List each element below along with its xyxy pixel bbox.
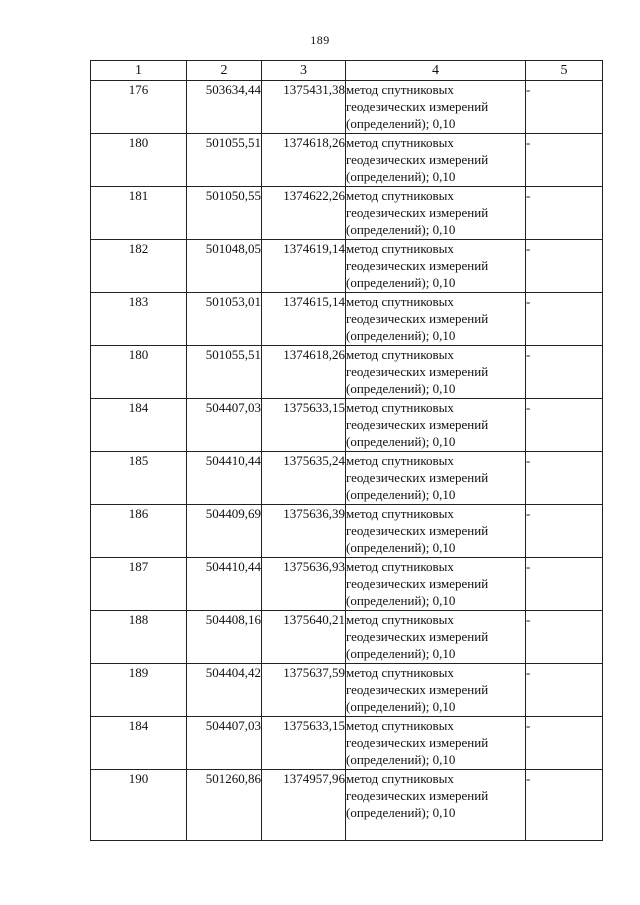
- table-row: [91, 770, 603, 841]
- y-coordinate-cell: 1375633,15: [262, 717, 346, 770]
- method-line: геодезических измерений: [346, 417, 489, 432]
- column-header: 3: [262, 61, 346, 81]
- x-coordinate-cell: 504409,69: [187, 505, 262, 558]
- y-coordinate-cell: 1374618,26: [262, 346, 346, 399]
- table-row: [91, 452, 603, 505]
- table-row: [91, 664, 603, 717]
- column-header: 1: [91, 61, 187, 81]
- table-row: [91, 293, 603, 346]
- method-line: геодезических измерений: [346, 364, 489, 379]
- table-row: [91, 346, 603, 399]
- method-line: геодезических измерений: [346, 152, 489, 167]
- note-cell: -: [526, 187, 603, 240]
- table-row: [91, 558, 603, 611]
- table-row: [91, 611, 603, 664]
- method-line: метод спутниковых: [346, 771, 454, 786]
- point-number-cell: 182: [91, 240, 187, 293]
- method-cell: [346, 717, 526, 770]
- column-header: 2: [187, 61, 262, 81]
- note-cell: -: [526, 664, 603, 717]
- method-cell: [346, 399, 526, 452]
- column-header: 5: [526, 61, 603, 81]
- y-coordinate-cell: 1374619,14: [262, 240, 346, 293]
- method-line: (определений); 0,10: [346, 699, 456, 714]
- table-row: [91, 240, 603, 293]
- y-coordinate-cell: 1375636,39: [262, 505, 346, 558]
- note-cell: -: [526, 399, 603, 452]
- table-row: [91, 187, 603, 240]
- x-coordinate-cell: 504407,03: [187, 399, 262, 452]
- method-cell: [346, 240, 526, 293]
- table-header-row: [91, 61, 603, 81]
- note-cell: -: [526, 717, 603, 770]
- y-coordinate-cell: 1374615,14: [262, 293, 346, 346]
- method-line: геодезических измерений: [346, 470, 489, 485]
- x-coordinate-cell: 501050,55: [187, 187, 262, 240]
- point-number-cell: 184: [91, 399, 187, 452]
- method-line: метод спутниковых: [346, 612, 454, 627]
- method-line: (определений); 0,10: [346, 169, 456, 184]
- note-cell: -: [526, 452, 603, 505]
- y-coordinate-cell: 1374622,26: [262, 187, 346, 240]
- point-number-cell: 188: [91, 611, 187, 664]
- method-line: геодезических измерений: [346, 682, 489, 697]
- x-coordinate-cell: 501260,86: [187, 770, 262, 841]
- point-number-cell: 189: [91, 664, 187, 717]
- note-cell: -: [526, 505, 603, 558]
- point-number-cell: 185: [91, 452, 187, 505]
- method-line: (определений); 0,10: [346, 222, 456, 237]
- method-line: геодезических измерений: [346, 258, 489, 273]
- method-line: метод спутниковых: [346, 718, 454, 733]
- y-coordinate-cell: 1375633,15: [262, 399, 346, 452]
- method-line: (определений); 0,10: [346, 540, 456, 555]
- table-row: [91, 81, 603, 134]
- y-coordinate-cell: 1374618,26: [262, 134, 346, 187]
- method-line: метод спутниковых: [346, 135, 454, 150]
- point-number-cell: 181: [91, 187, 187, 240]
- method-line: (определений); 0,10: [346, 381, 456, 396]
- method-line: геодезических измерений: [346, 99, 489, 114]
- point-number-cell: 190: [91, 770, 187, 841]
- y-coordinate-cell: 1375431,38: [262, 81, 346, 134]
- page-number: 189: [310, 33, 330, 47]
- method-line: метод спутниковых: [346, 294, 454, 309]
- table-row: [91, 134, 603, 187]
- method-cell: [346, 293, 526, 346]
- x-coordinate-cell: 503634,44: [187, 81, 262, 134]
- coordinates-table: [90, 60, 603, 841]
- method-line: геодезических измерений: [346, 576, 489, 591]
- point-number-cell: 184: [91, 717, 187, 770]
- method-line: метод спутниковых: [346, 400, 454, 415]
- x-coordinate-cell: 501055,51: [187, 346, 262, 399]
- point-number-cell: 186: [91, 505, 187, 558]
- note-cell: -: [526, 293, 603, 346]
- method-line: (определений); 0,10: [346, 646, 456, 661]
- method-cell: [346, 452, 526, 505]
- y-coordinate-cell: 1375637,59: [262, 664, 346, 717]
- method-line: (определений); 0,10: [346, 752, 456, 767]
- column-header: 4: [346, 61, 526, 81]
- method-line: метод спутниковых: [346, 82, 454, 97]
- x-coordinate-cell: 504407,03: [187, 717, 262, 770]
- note-cell: -: [526, 611, 603, 664]
- method-line: геодезических измерений: [346, 311, 489, 326]
- note-cell: -: [526, 558, 603, 611]
- x-coordinate-cell: 504404,42: [187, 664, 262, 717]
- point-number-cell: 180: [91, 134, 187, 187]
- point-number-cell: 187: [91, 558, 187, 611]
- note-cell: -: [526, 81, 603, 134]
- y-coordinate-cell: 1375636,93: [262, 558, 346, 611]
- method-line: (определений); 0,10: [346, 805, 456, 820]
- method-line: метод спутниковых: [346, 347, 454, 362]
- table-row: [91, 399, 603, 452]
- point-number-cell: 183: [91, 293, 187, 346]
- method-line: метод спутниковых: [346, 241, 454, 256]
- method-cell: [346, 187, 526, 240]
- method-cell: [346, 770, 526, 841]
- note-cell: -: [526, 770, 603, 841]
- table-row: [91, 505, 603, 558]
- method-line: геодезических измерений: [346, 629, 489, 644]
- method-line: геодезических измерений: [346, 735, 489, 750]
- method-cell: [346, 346, 526, 399]
- x-coordinate-cell: 501048,05: [187, 240, 262, 293]
- method-line: (определений); 0,10: [346, 116, 456, 131]
- method-cell: [346, 664, 526, 717]
- method-cell: [346, 505, 526, 558]
- y-coordinate-cell: 1374957,96: [262, 770, 346, 841]
- note-cell: -: [526, 346, 603, 399]
- method-line: геодезических измерений: [346, 788, 489, 803]
- method-line: (определений); 0,10: [346, 593, 456, 608]
- method-line: (определений); 0,10: [346, 275, 456, 290]
- method-line: (определений); 0,10: [346, 434, 456, 449]
- point-number-cell: 176: [91, 81, 187, 134]
- x-coordinate-cell: 504410,44: [187, 452, 262, 505]
- table-body: [91, 81, 603, 841]
- method-line: геодезических измерений: [346, 523, 489, 538]
- method-line: метод спутниковых: [346, 188, 454, 203]
- table-row: [91, 717, 603, 770]
- method-line: геодезических измерений: [346, 205, 489, 220]
- method-line: метод спутниковых: [346, 506, 454, 521]
- note-cell: -: [526, 240, 603, 293]
- method-line: метод спутниковых: [346, 665, 454, 680]
- point-number-cell: 180: [91, 346, 187, 399]
- method-line: метод спутниковых: [346, 453, 454, 468]
- x-coordinate-cell: 501055,51: [187, 134, 262, 187]
- y-coordinate-cell: 1375635,24: [262, 452, 346, 505]
- method-cell: [346, 611, 526, 664]
- method-line: (определений); 0,10: [346, 487, 456, 502]
- x-coordinate-cell: 504408,16: [187, 611, 262, 664]
- method-cell: [346, 558, 526, 611]
- method-cell: [346, 81, 526, 134]
- x-coordinate-cell: 501053,01: [187, 293, 262, 346]
- method-line: метод спутниковых: [346, 559, 454, 574]
- method-cell: [346, 134, 526, 187]
- method-line: (определений); 0,10: [346, 328, 456, 343]
- y-coordinate-cell: 1375640,21: [262, 611, 346, 664]
- note-cell: -: [526, 134, 603, 187]
- x-coordinate-cell: 504410,44: [187, 558, 262, 611]
